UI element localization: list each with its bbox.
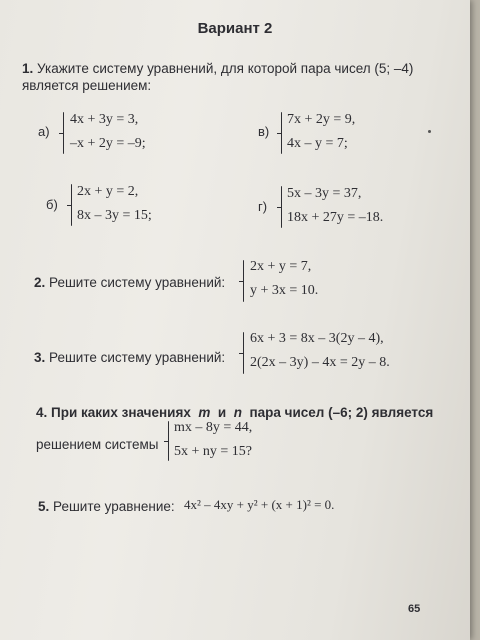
question-4-eq2: 5x + ny = 15? (174, 444, 253, 459)
question-2-text: Решите систему уравнений: (49, 275, 226, 290)
question-2-eq2: y + 3x = 10. (250, 283, 319, 298)
question-5-equation: 4x² – 4xy + y² + (x + 1)² = 0. (184, 497, 335, 512)
question-4-line-2: решением системы (36, 437, 159, 452)
question-4-text: При каких значениях (51, 405, 191, 420)
question-5-text: Решите уравнение: (53, 499, 175, 514)
question-4-var-m: m (198, 405, 211, 420)
page-title: Вариант 2 (197, 20, 273, 37)
question-1-line-2: является решением: (22, 78, 152, 93)
option-g-label: г) (258, 199, 268, 214)
question-4-text-end: пара чисел (–6; 2) является (249, 405, 434, 420)
question-5-number: 5. (38, 499, 50, 514)
speck (428, 130, 431, 133)
option-b-eq1: 2x + y = 2, (77, 184, 139, 199)
option-v-eq2: 4x – y = 7; (287, 136, 348, 151)
question-3-brace (243, 332, 244, 374)
question-5 (38, 498, 175, 515)
option-a-eq1: 4x + 3y = 3, (70, 112, 139, 127)
question-1-line-1 (22, 60, 413, 77)
question-2-brace (243, 260, 244, 302)
question-4-number: 4. (36, 405, 48, 420)
page-number: 65 (408, 603, 421, 615)
question-3-number: 3. (34, 350, 46, 365)
option-a-eq2: –x + 2y = –9; (70, 136, 146, 151)
question-3-text: Решите систему уравнений: (49, 350, 226, 365)
question-1-number: 1. (22, 61, 34, 76)
option-v-brace (281, 112, 282, 154)
question-2-number: 2. (34, 275, 46, 290)
option-v-eq1: 7x + 2y = 9, (287, 112, 356, 127)
question-1-text: Укажите систему уравнений, для которой пара чисел (5; –4) (37, 61, 414, 76)
option-g-eq1: 5x – 3y = 37, (287, 186, 362, 201)
option-b-eq2: 8x – 3y = 15; (77, 208, 152, 223)
option-g-brace (281, 186, 282, 228)
question-2-eq1: 2x + y = 7, (250, 259, 312, 274)
option-b-brace (71, 184, 72, 226)
question-4-eq1: mx – 8y = 44, (174, 420, 253, 435)
option-a-label: а) (38, 124, 50, 139)
question-4-var-n: n (233, 405, 242, 420)
question-4-and: и (217, 405, 227, 420)
question-4-brace (168, 421, 169, 461)
question-3-eq2: 2(2x – 3y) – 4x = 2y – 8. (250, 355, 390, 370)
question-3-eq1: 6x + 3 = 8x – 3(2y – 4), (250, 331, 384, 346)
option-v-label: в) (258, 124, 270, 139)
option-b-label: б) (46, 197, 58, 212)
question-3 (34, 349, 225, 366)
option-a-brace (63, 112, 64, 154)
question-2 (34, 274, 225, 291)
option-g-eq2: 18x + 27y = –18. (287, 210, 384, 225)
